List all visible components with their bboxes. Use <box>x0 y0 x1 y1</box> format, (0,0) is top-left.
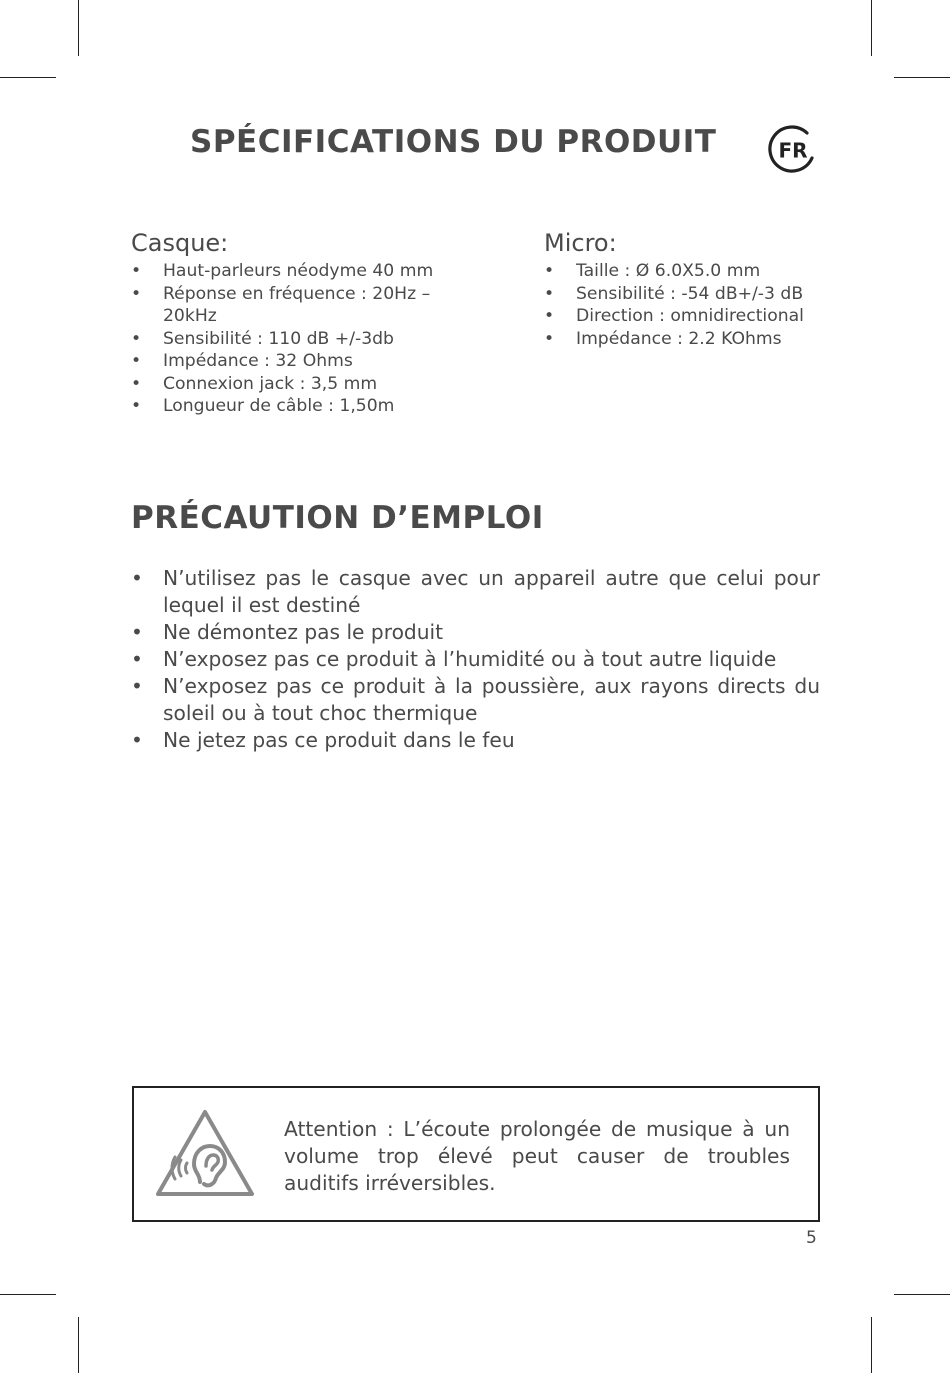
language-badge-label: FR <box>778 138 808 163</box>
list-item: • N’utilisez pas le casque avec un appareil autre que celui pour lequel il est destiné <box>131 565 820 619</box>
precautions-title: PRÉCAUTION D’EMPLOI <box>131 500 544 536</box>
list-item: • Impédance : 32 Ohms <box>131 350 476 373</box>
microphone-specs <box>544 228 834 350</box>
page-title: SPÉCIFICATIONS DU PRODUIT <box>190 124 717 160</box>
list-item: • Sensibilité : 110 dB +/-3db <box>131 328 476 351</box>
page-number: 5 <box>806 1228 817 1248</box>
headset-specs <box>131 228 476 418</box>
microphone-specs-list <box>544 260 834 350</box>
hearing-warning-icon <box>154 1108 256 1198</box>
crop-mark <box>0 77 56 78</box>
list-item: • Connexion jack : 3,5 mm <box>131 373 476 396</box>
list-item: • Ne démontez pas le produit <box>131 619 820 646</box>
crop-mark <box>871 1317 872 1373</box>
crop-mark <box>78 1317 79 1373</box>
list-item: • Ne jetez pas ce produit dans le feu <box>131 727 820 754</box>
crop-mark <box>894 1294 950 1295</box>
crop-mark <box>894 77 950 78</box>
list-item: • Taille : Ø 6.0X5.0 mm <box>544 260 834 283</box>
list-item: • Réponse en fréquence : 20Hz – 20kHz <box>131 283 476 328</box>
crop-mark <box>78 0 79 56</box>
headset-specs-heading: Casque: <box>131 229 229 257</box>
list-item: • Direction : omnidirectional <box>544 305 834 328</box>
warning-text: Attention : L’écoute prolongée de musique à un volume trop élevé peut causer de troubles auditifs irréversibles. <box>284 1117 790 1195</box>
crop-mark <box>871 0 872 56</box>
list-item: • Haut-parleurs néodyme 40 mm <box>131 260 476 283</box>
language-badge <box>767 124 819 176</box>
headset-specs-list <box>131 260 476 418</box>
microphone-specs-heading: Micro: <box>544 229 617 257</box>
list-item: • N’exposez pas ce produit à l’humidité ou à tout autre liquide <box>131 646 820 673</box>
list-item: • N’exposez pas ce produit à la poussière, aux rayons directs du soleil ou à tout choc thermique <box>131 673 820 727</box>
list-item: • Longueur de câble : 1,50m <box>131 395 476 418</box>
list-item: • Impédance : 2.2 KOhms <box>544 328 834 351</box>
crop-mark <box>0 1294 56 1295</box>
precautions-list <box>131 565 820 754</box>
warning-box <box>132 1086 820 1222</box>
list-item: • Sensibilité : -54 dB+/-3 dB <box>544 283 834 306</box>
